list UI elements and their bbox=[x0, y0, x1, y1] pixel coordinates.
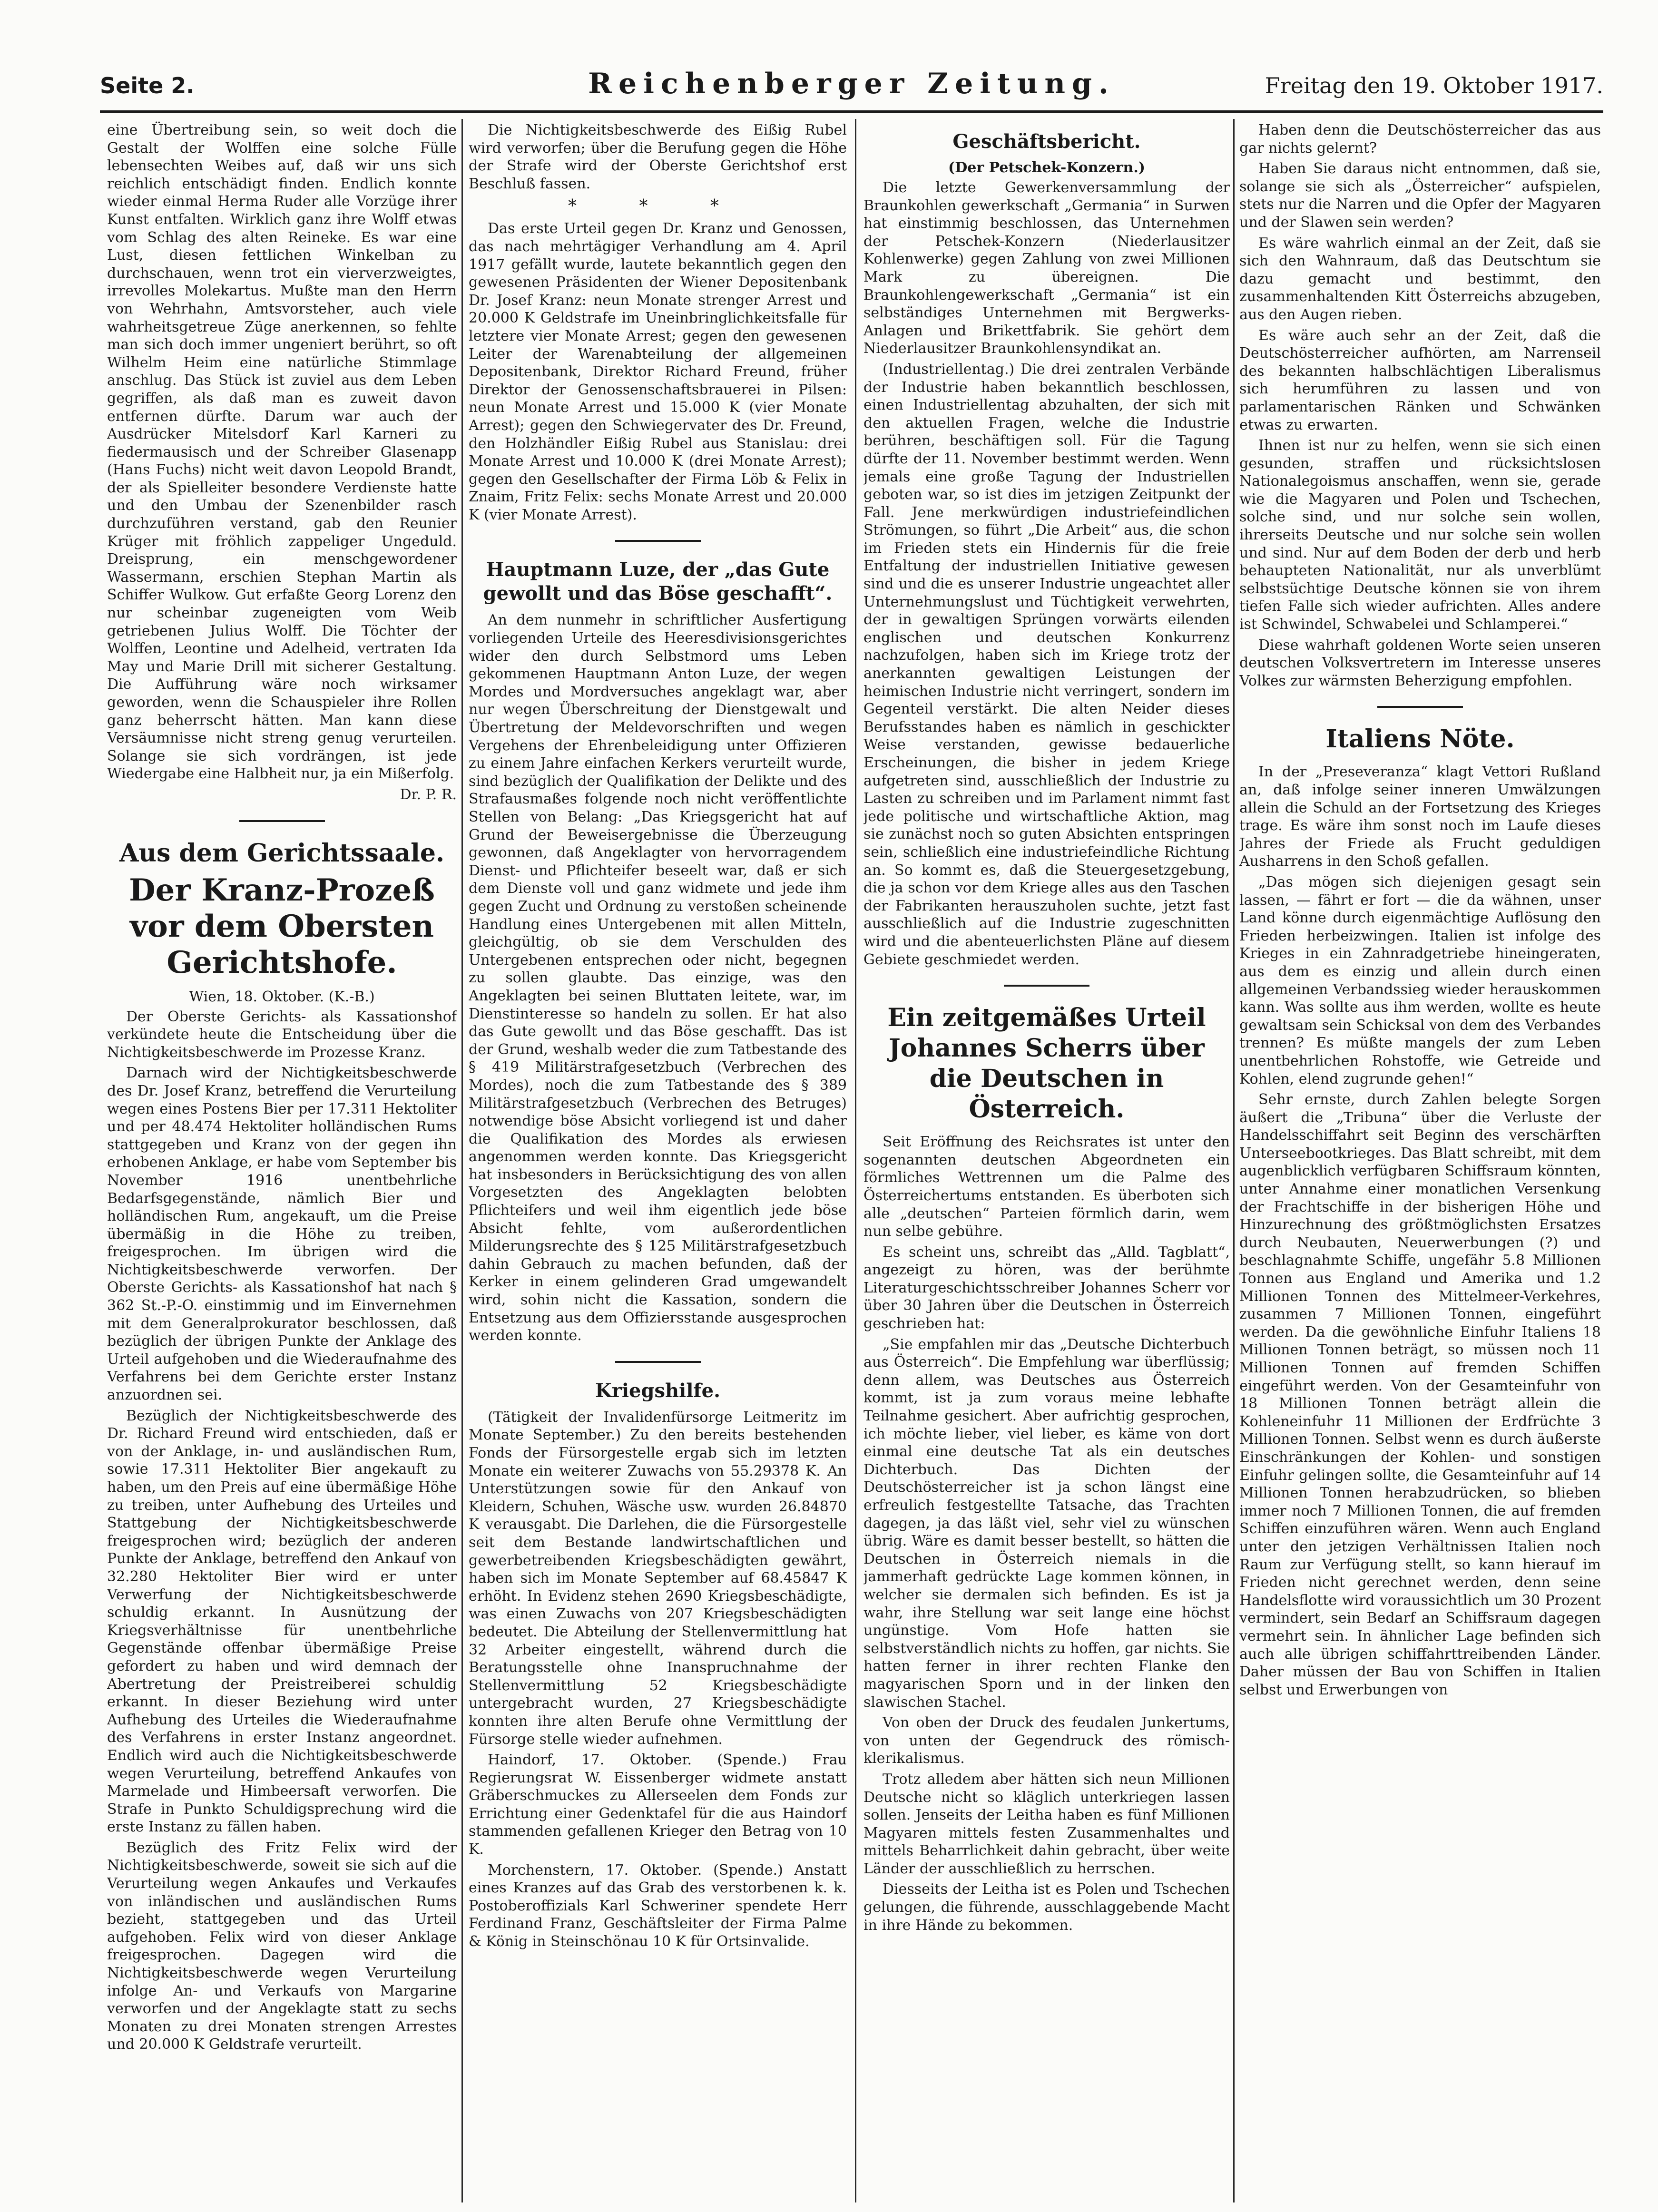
article-paragraph: „Das mögen sich diejenigen gesagt sein lassen, — fährt er fort — die da wähnen, unser Land könne durch eigenmächtige Auflösung den Frieden herbeizwingen. Italien ist infolge des Krieges in ein Zahnradgetriebe hineingeraten, aus dem es einzig und allein durch einen allgemeinen Verbandssieg wieder herauskommen kann. Was sollte aus ihm werden, wollte es heute gewaltsam sein Schicksal von dem des Verbandes trennen? Es müßte mangels der zum Leben unentbehrlichen Rohstoffe, wie Getreide und Kohlen, elend zugrunde gehen!“ bbox=[1239, 873, 1601, 1087]
article-paragraph: „Sie empfahlen mir das „Deutsche Dichterbuch aus Österreich“. Die Empfehlung war überflüssig; denn allem, was Deutsches aus Österreich kommt, ist ja zum voraus meine lebhafte Teilnahme gesichert. Aber aufrichtig gesprochen, ich möchte lieber, viel lieber, es käme von dort einmal eine deutsche Tat als ein deutsches Dichterbuch. Das Dichten der Deutschösterreicher ist ja schon längst eine erfreulich festgestellte Tatsache, das Trachten dagegen, ja das läßt viel, sehr viel zu wünschen übrig. Wäre es damit besser bestellt, so hätten die Deutschen in Österreich niemals in die jammerhaft gedrückte Lage kommen können, in welcher sie dermalen sich befinden. Es ist ja wahr, ihre Stellung war seit lange eine höchst ungünstige. Vom Hofe hatten sie selbstverständlich nichts zu hoffen, gar nichts. Sie hatten ferner in ihrer rechten Flanke den magyarischen Sporn und in der linken den slawischen Stachel. bbox=[863, 1336, 1230, 1711]
column-rule bbox=[461, 119, 463, 2202]
article-paragraph: In der „Preseveranza“ klagt Vettori Rußland an, daß infolge seiner inneren Umwälzungen allein die Schuld an der Fortsetzung des Krieges trage. Es wäre ihm sonst noch im Laufe dieses Jahres der Friede als Frucht geduldigen Ausharrens in den Schoß gefallen. bbox=[1239, 763, 1601, 870]
article-paragraph: Haben denn die Deutschösterreicher das aus gar nichts gelernt? bbox=[1239, 122, 1601, 157]
article-paragraph: Ihnen ist nur zu helfen, wenn sie sich einen gesunden, straffen und rücksichtslosen Nationalegoismus anschaffen, wenn sie, gerade wie die Magyaren und Polen und Tschechen, solche sind, und nur solche sein wollen, ihrerseits Deutsche und nur solche sein wollen und sind. Nur auf dem Boden der derb und herb behaupteten Nationalität, nur als unverblümt selbstsüchtige Deutsche können sie von ihrem tiefen Falle sich wieder aufrichten. Alles andere ist Schwindel, Schwabelei und Schlamperei.“ bbox=[1239, 437, 1601, 633]
page-number: Seite 2. bbox=[100, 73, 195, 98]
section-heading: Aus dem Gerichtssaale. bbox=[119, 838, 445, 868]
article-paragraph: Es wäre wahrlich einmal an der Zeit, daß sie sich den Wahnraum, daß das Deutschtum sie dazu gemacht und bestimmt, den zusammenhaltenden Kitt Österreichs abzugeben, aus den Augen rieben. bbox=[1239, 235, 1601, 323]
column-rule bbox=[855, 119, 856, 2202]
article-paragraph: Diesseits der Leitha ist es Polen und Tschechen gelungen, die führende, ausschlaggebende Macht in ihre Hände zu bekommen. bbox=[863, 1881, 1230, 1934]
article-paragraph: An dem nunmehr in schriftlicher Ausfertigung vorliegenden Urteile des Heeresdivisionsgerichtes wider den durch Selbstmord ums Leben gekommenen Hauptmann Anton Luze, der wegen Mordes und Mordversuches angeklagt war, aber nur wegen Überschreitung der Dienstgewalt und Übertretung der Meldevorschriften und wegen Vergehens der Ehrenbeleidigung unter Offizieren zu einem Jahre einfachen Kerkers verurteilt wurde, sind bezüglich der Qualifikation der Delikte und des Strafausmaßes folgende noch nicht veröffentlichte Stellen von Belang: „Das Kriegsgericht hat auf Grund der Beweisergebnisse die Überzeugung gewonnen, daß Angeklagter von hervorragendem Dienst- und Pflichteifer beseelt war, daß er sich dem Dienste voll und ganz widmete und jede ihm gegen Zucht und Ordnung zu verstoßen scheinende Handlung eines Untergebenen mit allen Mitteln, gleichgültig, ob sie dem Verschulden des Untergebenen entsprechen oder nicht, begegnen zu sollen glaubte. Das einzige, was den Angeklagten bei seinen Bluttaten leitete, war, im Dienstinteresse so handeln zu sollen. Er hat also das Gute gewollt und das Böse geschafft. Das ist der Grund, weshalb weder die zum Tatbestande des § 419 Militärstrafgesetzbuch (Verbrechen des Mordes), noch die zum Tatbestande des § 389 Militärstrafgesetzbuch (Verbrechen des Betruges) notwendige böse Absicht vorliegend ist und daher die Qualifikation des Mordes als erwiesen angenommen werden konnte. Das Kriegsgericht hat insbesonders in Berücksichtigung des von allen Vorgesetzten des Angeklagten belobten Pflichteifers und weil ihm eigentlich jede böse Absicht fehlte, vom außerordentlichen Milderungsrechte des § 125 Militärstrafgesetzbuch dahin Gebrauch zu machen befunden, daß der Kerker in einem gelinderen Grad umgewandelt wird, sohin nicht die Kassation, sondern die Entsetzung aus dem Offiziersstande ausgesprochen werden konnte. bbox=[469, 612, 847, 1344]
article-paragraph: Es scheint uns, schreibt das „Alld. Tagblatt“, angezeigt zu hören, was der berühmte Literaturgeschichtsschreiber Johannes Scherr vor über 30 Jahren über die Deutschen in Österreich geschrieben hat: bbox=[863, 1243, 1230, 1332]
article-paragraph: Darnach wird der Nichtigkeitsbeschwerde des Dr. Josef Kranz, betreffend die Verurteilung wegen eines Postens Bier per 17.311 Hektoliter und per 48.474 Hektoliter holländischen Rums stattgegeben und Kranz von der gegen ihn erhobenen Anklage, er habe vom September bis November 1916 unentbehrliche Bedarfsgegenstände, nämlich Bier und holländischen Rum, angekauft, um die Preise übermäßig in die Höhe zu treiben, freigesprochen. Im übrigen wird die Nichtigkeitsbeschwerde verworfen. Der Oberste Gerichts- als Kassationshof hat nach § 362 St.-P.-O. einstimmig und im Einvernehmen mit dem Generalprokurator beschlossen, daß bezüglich der übrigen Punkte der Anklage des Urteil aufgehoben und die Wiederaufnahme des Verfahrens bei dem Gerichte erster Instanz anzuordnen sei. bbox=[107, 1065, 457, 1404]
newspaper-title: Reichenberger Zeitung. bbox=[588, 67, 1115, 100]
article-paragraph: Haindorf, 17. Oktober. (Spende.) Frau Regierungsrat W. Eissenberger widmete anstatt Gräberschmuckes zu Allerseelen dem Fonds zur Errichtung einer Gedenktafel für die aus Haindorf stammenden gefallenen Krieger den Betrag von 10 K. bbox=[469, 1752, 847, 1858]
page-header bbox=[100, 64, 1603, 102]
headline-line-2: vor dem Obersten Gerichtshofe. bbox=[129, 908, 434, 980]
article-paragraph: Die Nichtigkeitsbeschwerde des Eißig Rubel wird verworfen; über die Berufung gegen die Höhe der Strafe wird der Oberste Gerichtshof erst Beschluß fassen. bbox=[469, 122, 847, 192]
column-rule bbox=[1233, 119, 1235, 2202]
separator bbox=[1004, 985, 1089, 987]
article-paragraph: Der Oberste Gerichts- als Kassationshof verkündete heute die Entscheidung über die Nichtigkeitsbeschwerde im Prozesse Kranz. bbox=[107, 1008, 457, 1061]
article-paragraph: Bezüglich der Nichtigkeitsbeschwerde des Dr. Richard Freund wird entschieden, daß er von der Anklage, in- und ausländischen Rum, sowie 17.311 Hektoliter Bier angekauft zu haben, um den Preis auf eine übermäßige Höhe zu treiben, unter Aufhebung des Urteiles und Stattgebung der Nichtigkeitsbeschwerde freigesprochen wird; bezüglich der anderen Punkte der Anklage, betreffend den Ankauf von 32.280 Hektoliter Bier wird er unter Verwerfung der Nichtigkeitsbeschwerde schuldig erkannt. In Ausnützung der Kriegsverhältnisse für unentbehrliche Gegenstände offenbar übermäßige Preise gefordert zu haben und wird demnach der Abertretung der Preistreiberei schuldig erkannt. In dieser Beziehung wird unter Aufhebung des Urteiles die Wiederaufnahme des Verfahrens in erster Instanz angeordnet. Endlich wird auch die Nichtigkeitsbeschwerde wegen Verurteilung, betreffend Ankaufes von Marmelade und Himbeersaft verworfen. Die Strafe in Punkto Schuldigsprechung wird die erste Instanz zu fällen haben. bbox=[107, 1407, 457, 1836]
article-headline: Hauptmann Luze, der „das Gute gewollt und das Böse geschafft“. bbox=[483, 558, 833, 605]
asterism: * * * bbox=[568, 196, 747, 216]
article-headline: Ein zeitgemäßes Urteil Johannes Scherrs über die Deutschen in Österreich. bbox=[887, 1003, 1206, 1124]
article-paragraph: Das erste Urteil gegen Dr. Kranz und Genossen, das nach mehrtägiger Verhandlung am 4. April 1917 gefällt wurde, lautete bekanntlich gegen den gewesenen Präsidenten der Wiener Depositenbank Dr. Josef Kranz: neun Monate strenger Arrest und 20.000 K Geldstrafe im Uneinbringlichkeitsfalle für letztere vier Monate Arrest; gegen den gewesenen Leiter der Warenabteilung der allgemeinen Depositenbank, Direktor Richard Freund, früher Direktor der Genossenschaftsbrauerei in Pilsen: neun Monate Arrest und 15.000 K (vier Monate Arrest); gegen den Schwiegervater des Dr. Freund, den Holzhändler Eißig Rubel aus Stanislau: drei Monate Arrest und 10.000 K (drei Monate Arrest); gegen den Gesellschafter der Firma Löb & Felix in Znaim, Fritz Felix: sechs Monate Arrest und 20.000 K (vier Monate Arrest). bbox=[469, 220, 847, 523]
article-headline: Kriegshilfe. bbox=[595, 1379, 721, 1402]
article-paragraph: Von oben der Druck des feudalen Junkertums, von unten der Gegendruck des römisch-klerikalismus. bbox=[863, 1714, 1230, 1767]
article-paragraph: (Tätigkeit der Invalidenfürsorge Leitmeritz im Monate September.) Zu den bereits bestehenden Fonds der Fürsorgestelle ergab sich im letzten Monate ein weiterer Zuwachs von 55.29378 K. An Unterstützungen sowie für den Ankauf von Kleidern, Schuhen, Wäsche usw. wurden 26.84870 K verausgabt. Die Darlehen, die die Fürsorgestelle seit dem Bestande landwirtschaftlichen und gewerbetreibenden Kriegsbeschädigten gewährt, haben sich im Monate September auf 68.45847 K erhöht. In Evidenz stehen 2690 Kriegsbeschädigte, was einen Zuwachs von 207 Kriegsbeschädigten bedeutet. Die Abteilung der Stellenvermittlung hat 32 Arbeiter eingestellt, während durch die Beratungsstelle ohne Inanspruchnahme der Stellenvermittlung 52 Kriegsbeschädigte untergebracht wurden, 27 Kriegsbeschädigte konnten ihre alten Berufe ohne Vermittlung der Fürsorge stelle wieder aufnehmen. bbox=[469, 1409, 847, 1748]
article-paragraph: Diese wahrhaft goldenen Worte seien unseren deutschen Volksvertretern im Interesse unseres Volkes zur wärmsten Beherzigung empfohlen. bbox=[1239, 636, 1601, 689]
header-rule bbox=[100, 110, 1603, 113]
article-subheading: (Der Petschek-Konzern.) bbox=[948, 159, 1145, 176]
article-headline: Italiens Nöte. bbox=[1325, 724, 1515, 754]
article-headline bbox=[107, 872, 457, 981]
article-paragraph: Haben Sie daraus nicht entnommen, daß sie, solange sie sich als „Österreicher“ aufspielen, stets nur die Narren und die Opfer der Magyaren und der Slawen sein werden? bbox=[1239, 160, 1601, 231]
column-3 bbox=[863, 121, 1230, 2181]
headline-line-1: Der Kranz-Prozeß bbox=[129, 872, 435, 908]
separator bbox=[239, 820, 325, 822]
article-paragraph: Seit Eröffnung des Reichsrates ist unter den sogenannten deutschen Abgeordneten ein förmliches Wettrennen um die Palme des Österreichertums entstanden. Es überboten sich alle „deutschen“ Parteien förmlich darin, wem nun selbe gebühre. bbox=[863, 1134, 1230, 1240]
article-paragraph: (Industriellentag.) Die drei zentralen Verbände der Industrie haben bekanntlich beschlossen, einen Industriellentag abzuhalten, der sich mit den aktuellen Fragen, welche die Industrie berühren, beschäftigen soll. Für die Tagung dürfte der 11. November bestimmt werden. Wenn jemals eine große Tagung der Industriellen geboten war, so ist dies im jetzigen Zeitpunkt der Fall. Jene merkwürdigen industriefeindlichen Strömungen, so führt „Die Arbeit“ aus, die schon im Frieden stets ein Hindernis für die freie Entfaltung der industriellen Initiative gewesen sind und die es unserer Industrie ungeachtet aller Unternehmungslust und Tüchtigkeit verwehrten, der in gewaltigen Sprüngen vorwärts eilenden englischen und deutschen Konkurrenz nachzufolgen, haben sich im Kriege trotz der anerkannten gewaltigen Leistungen der heimischen Industrie nicht verringert, sondern im Gegenteil verstärkt. Die alten Neider dieses Berufsstandes haben es nämlich in geschickter Weise verstanden, gewisse bedauerliche Erscheinungen, die bisher in jedem Kriege aufgetreten sind, ausschließlich der Industrie zu Lasten zu schreiben und im Parlament nimmt fast jede politische und wirtschaftliche Aktion, mag sie zunächst noch so guten Absichten entspringen sein, schließlich eine industriefeindliche Richtung an. So kommt es, daß die Steuergesetzgebung, die ja schon vor dem Kriege alles aus den Taschen der Fabrikanten herauszuholen suchte, jetzt fast ausschließlich auf die Industrie zugeschnitten wird und die abenteuerlichsten Pläne auf diesem Gebiete geschmiedet werden. bbox=[863, 361, 1230, 968]
separator bbox=[1377, 706, 1463, 708]
dateline: Wien, 18. Oktober. (K.-B.) bbox=[189, 988, 375, 1005]
author-signature: Dr. P. R. bbox=[400, 786, 457, 803]
article-paragraph: Bezüglich des Fritz Felix wird der Nichtigkeitsbeschwerde, soweit sie sich auf die Verurteilung wegen Ankaufes und Verkaufes von inländischen und ausländischen Rums bezieht, stattgegeben und das Urteil aufgehoben. Felix wird von dieser Anklage freigesprochen. Dagegen wird die Nichtigkeitsbeschwerde wegen Verurteilung infolge An- und Verkaufs von Margarine verworfen und der Angeklagte statt zu sechs Monaten zu drei Monaten strengen Arrestes und 20.000 K Geldstrafe verurteilt. bbox=[107, 1839, 457, 2053]
article-paragraph: Trotz alledem aber hätten sich neun Millionen Deutsche nicht so kläglich unterkriegen lassen sollen. Jenseits der Leitha haben es fünf Millionen Magyaren mittels festen Zusammenhaltes und mittels Beharrlichkeit dahin gebracht, über weite Länder der ausschließlich zu herrschen. bbox=[863, 1771, 1230, 1877]
section-heading: Geschäftsbericht. bbox=[952, 130, 1141, 153]
issue-date: Freitag den 19. Oktober 1917. bbox=[1265, 73, 1603, 98]
column-4 bbox=[1239, 121, 1601, 2181]
column-1 bbox=[107, 121, 457, 2181]
article-paragraph: Es wäre auch sehr an der Zeit, daß die Deutschösterreicher aufhörten, am Narrenseil des bekannten halbschlächtigen Liberalismus sich herumführen zu lassen und von parlamentarischen Ränken und Schwänken etwas zu erwarten. bbox=[1239, 327, 1601, 433]
separator bbox=[615, 540, 701, 542]
column-2 bbox=[469, 121, 847, 2181]
theater-review-text: eine Übertreibung sein, so weit doch die Gestalt der Wolffen eine solche Fülle lebensechten Weibes auf, daß wir uns sich reichlich entschädigt finden. Endlich konnte wieder einmal Herma Ruder alle Vorzüge ihrer Kunst entfalten. Wirklich ganz ihre Wolff etwas vom Schlag des alten Reineke. Es war eine Lust, diesen fettlichen Winkelban zu durchschauen, wenn trot ein vierverzweigtes, irrevolles Molekartus. Mußte man den Herrn von Wehrhahn, Amtsvorsteher, auch viele wahrheitsgetreue Züge anerkennen, so fehlte man sich doch immer ungeniert berührt, so oft Wilhelm Heim eine natürliche Stimmlage anschlug. Das Stück ist zuviel aus dem Leben gegriffen, als daß man es zuweit davon entfernen dürfte. Darum war auch der Ausdrücker Mitelsdorf Karl Karneri zu fiedermausisch und der Schreiber Glasenapp (Hans Fuchs) nicht weit davon Leopold Brandt, der als Spielleiter besondere Verdienste hatte und den Umbau der Szenenbilder rasch durchzuführen verstand, gab den Reunier Krüger mit fröhlich zappeliger Ungeduld. Dreisprung, ein menschgewordener Wassermann, erschien Stephan Martin als Schiffer Wulkow. Gut erfaßte Georg Lorenz den nur scheinbar zugeneigten vom Weib getriebenen Julius Wolff. Die Töchter der Wolffen, Leontine und Adelheid, vertraten Ida May und Marie Drill mit sicherer Gestaltung. Die Aufführung wäre noch wirksamer geworden, wenn die Schauspieler ihre Rollen ganz beherrscht hätten. Man kann diese Versäumnisse nicht streng genug verurteilen. Solange sie sich vordrängen, ist jede Wiedergabe eine Halbheit nur, ja ein Mißerfolg. bbox=[107, 122, 457, 783]
separator bbox=[615, 1361, 701, 1363]
article-paragraph: Sehr ernste, durch Zahlen belegte Sorgen äußert die „Tribuna“ über die Verluste der Handelsschiffahrt seit Beginn des verschärften Unterseebootkrieges. Das Blatt schreibt, mit dem augenblicklich verfügbaren Schiffsraum könnten, unter Annahme einer monatlichen Versenkung der Frachtschiffe in der bisherigen Höhe und Hinzurechnung des größtmöglichsten Ersatzes durch Neubauten, Neuerwerbungen (?) und beschlagnahmte Schiffe, ungefähr 5.8 Millionen Tonnen aus England und Amerika und 1.2 Millionen Tonnen des Mittelmeer-Verkehres, zusammen 7 Millionen Tonnen, eingeführt werden. Da die gewöhnliche Einfuhr Italiens 18 Millionen Tonnen beträgt, so müssen noch 11 Millionen Tonnen auf fremden Schiffen eingeführt werden. Von der Gesamteinfuhr von 18 Millionen Tonnen beträgt allein die Kohleneinfuhr 11 Millionen der Erdfrüchte 3 Millionen Tonnen. Selbst wenn es durch äußerste Einschränkungen der Kohlen- und sonstigen Einfuhr gelingen sollte, die Gesamteinfuhr auf 14 Millionen Tonnen herabzudrücken, so blieben immer noch 7 Millionen Tonnen, die auf fremden Schiffen einzuführen wären. Wenn auch England unter den jetzigen Verhältnissen Italien noch Raum zur Verfügung stellt, so kann hierauf im Frieden nicht gerechnet werden, denn seine Handelsflotte wird voraussichtlich um 30 Prozent vermindert, sein Bedarf an Schiffsraum dagegen vermehrt sein. In ähnlicher Lage befinden sich auch alle übrigen schiffahrttreibenden Länder. Daher müssen der Bau von Schiffen in Italien selbst und Erwerbungen von bbox=[1239, 1091, 1601, 1698]
article-paragraph: Morchenstern, 17. Oktober. (Spende.) Anstatt eines Kranzes auf das Grab des verstorbenen k. k. Postoberoffizials Karl Schweriner spendete Herr Ferdinand Franz, Geschäftsleiter der Firma Palme & König in Steinschönau 10 K für Ortsinvalide. bbox=[469, 1861, 847, 1950]
article-paragraph: Die letzte Gewerkenversammlung der Braunkohlen gewerkschaft „Germania“ in Surwen hat einstimmig beschlossen, das Unternehmen der Petschek-Konzern (Niederlausitzer Kohlenwerke) gegen Zahlung von zwei Millionen Mark zu übereignen. Die Braunkohlengewerkschaft „Germania“ ist ein selbständiges Unternehmen mit Bergwerks-Anlagen und Brikettfabrik. Sie gehört dem Niederlausitzer Braunkohlensyndikat an. bbox=[863, 179, 1230, 357]
